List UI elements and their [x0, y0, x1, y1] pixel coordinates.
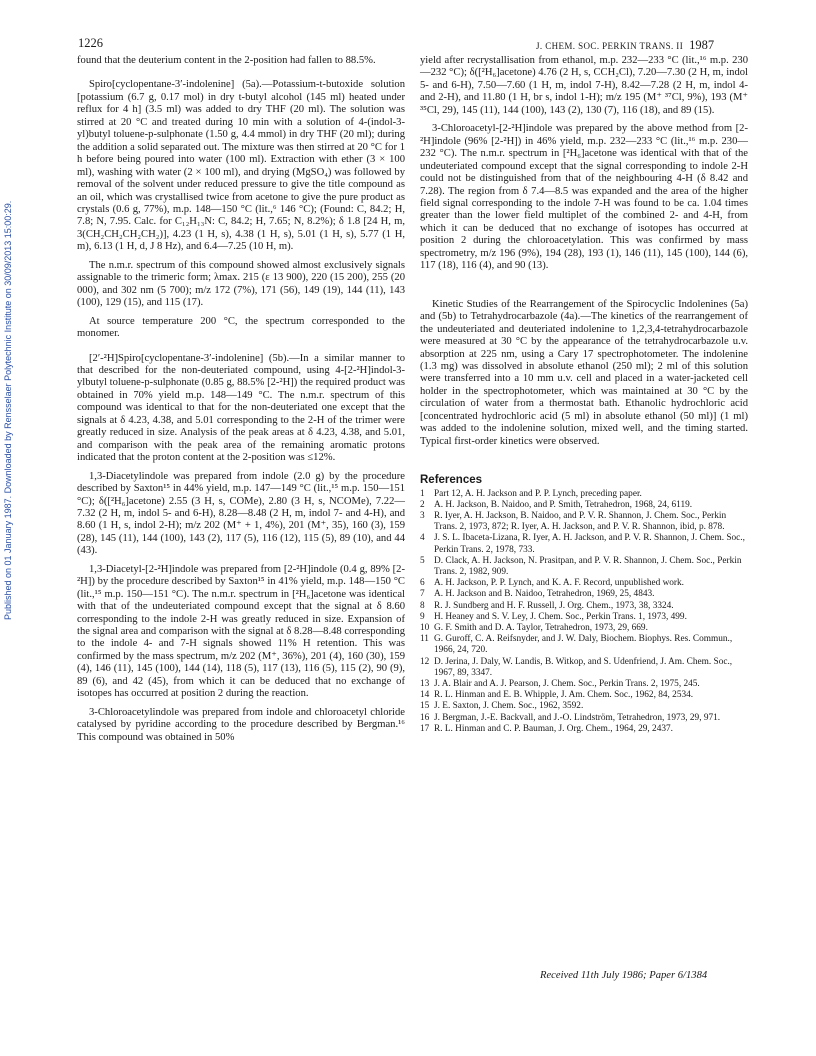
reference-number: 13 [420, 679, 430, 690]
reference-number: 10 [420, 623, 430, 634]
body-paragraph: 3-Chloroacetyl-[2-²H]indole was prepared by the above method from [2-²H]indole (96% [2-²H]) in 46% yield, m.p. 232—233 °C (lit.,¹⁶ m.p. 230—232 °C). The n.m.r. spectrum in [²H₆]acetone was identical with that of the undeuteriated compound except that the signal corresponding to indole 2-H could not be distinguished from that of the neighbouring 4-H (δ 8.42 and 7.28). The region from δ 7.4—8.5 was expanded and the area of the higher field signal corresponding to the indole 7-H was found to be ca. 1.04 times greater than the lower field multiplet of the combined 2- and 4-H, from which it can be deduced that no exchange of isotopes has occurred at position 2 during the chloroacetylation. This was confirmed by mass spectrometry, m/z 196 (9%), 194 (28), 193 (1), 146 (11), 145 (100), 144 (6), 117 (18), 116 (4), and 90 (13). [420, 123, 748, 272]
reference-item [420, 690, 748, 701]
reference-text: J. E. Saxton, J. Chem. Soc., 1962, 3592. [434, 701, 584, 712]
reference-item [420, 713, 748, 724]
reference-number: 2 [420, 499, 425, 510]
journal-name: J. CHEM. SOC. PERKIN TRANS. II [536, 41, 684, 51]
reference-text: D. Clack, A. H. Jackson, N. Prasitpan, and P. V. R. Shannon, J. Chem. Soc., Perkin Trans. 2, 1982, 909. [434, 555, 742, 578]
reference-item [420, 556, 748, 578]
reference-number: 1 [420, 488, 425, 499]
body-paragraph: 1,3-Diacetylindole was prepared from indole (2.0 g) by the procedure described by Saxton¹⁵ in 44% yield, m.p. 147—149 °C (lit.,¹⁵ m.p. 150—151 °C); δ([²H₆]acetone) 2.55 (3 H, s, COMe), 2.80 (3 H, s, NCOMe), 7.22—7.32 (2 H, m, indol 5- and 6-H), 8.28—8.48 (2 H, m, indol 7- and 4-H), and 8.60 (1 H, s, indol 2-H); m/z 202 (M⁺ + 1, 4%), 201 (M⁺, 35), 160 (3), 159 (28), 145 (11), 144 (100), 143 (2), 117 (5), 116 (12), 115 (5), 89 (10), and 44 (43). [77, 470, 405, 557]
reference-text: J. A. Blair and A. J. Pearson, J. Chem. Soc., Perkin Trans. 2, 1975, 245. [434, 679, 700, 690]
journal-header [536, 38, 714, 53]
journal-year: 1987 [689, 38, 715, 52]
body-paragraph: The n.m.r. spectrum of this compound showed almost exclusively signals assignable to the trimeric form; λmax. 215 (ε 13 900), 220 (15 200), 255 (20 000), and 302 nm (5 700); m/z 172 (7%), 171 (56), 149 (19), 144 (11), 143 (100), 129 (15), and 115 (17). [77, 259, 405, 309]
reference-text: J. S. L. Ibaceta-Lizana, R. Iyer, A. H. Jackson, and P. V. R. Shannon, J. Chem. Soc., Perkin Trans. 2, 1978, 733. [434, 533, 745, 555]
reference-number: 11 [420, 634, 429, 645]
reference-text: A. H. Jackson, P. P. Lynch, and K. A. F. Record, unpublished work. [434, 578, 685, 589]
references-section [420, 474, 748, 735]
reference-text: R. J. Sundberg and H. F. Russell, J. Org. Chem., 1973, 38, 3324. [434, 600, 674, 611]
references-heading: References [420, 474, 483, 487]
reference-text: R. L. Hinman and C. P. Bauman, J. Org. Chem., 1964, 29, 2437. [434, 723, 673, 734]
reference-number: 8 [420, 600, 425, 611]
reference-item [420, 511, 748, 533]
reference-number: 9 [420, 611, 425, 622]
reference-item [420, 724, 748, 735]
received-date: Received 11th July 1986; Paper 6/1384 [540, 970, 708, 981]
reference-item [420, 634, 748, 656]
right-column [420, 55, 748, 735]
reference-text: R. L. Hinman and E. B. Whipple, J. Am. Chem. Soc., 1962, 84, 2534. [434, 690, 694, 701]
body-paragraph: 1,3-Diacetyl-[2-²H]indole was prepared from [2-²H]indole (0.4 g, 89% [2-²H]) by the procedure described by Saxton¹⁵ in 41% yield, m.p. 148—150 °C (lit.,¹⁵ m.p. 150—151 °C). The n.m.r. spectrum in [²H₆]acetone was identical with that of the undeuteriated compound except that the signal at δ 8.60 corresponding to the indole 2-H was greatly reduced in size. Expansion of the signal area and comparison with the signal at δ 8.28—8.48 corresponding to the indole 4- and 7-H signals showed 11% H retention. This was confirmed by the mass spectrum, m/z 202 (M⁺, 36%), 201 (4), 160 (30), 159 (4), 146 (11), 145 (100), 144 (14), 118 (5), 117 (13), 116 (5), 115 (2), 90 (9), 89 (6), and 42 (45), from which it can be deduced that no exchange of isotopes has occurred at position 2 during the reaction. [77, 563, 405, 700]
page-number: 1226 [78, 36, 103, 50]
reference-number: 6 [420, 578, 425, 589]
reference-item [420, 623, 748, 634]
reference-number: 4 [420, 533, 425, 544]
reference-number: 15 [420, 701, 430, 712]
body-paragraph: [2′-²H]Spiro[cyclopentane-3′-indolenine] (5b).—In a similar manner to that described for the non-deuteriated compound, using 4-[2-²H]indol-3-ylbutyl toluene-p-sulphonate (0.85 g, 88.5% [2-²H]) the required product was obtained in 70% yield m.p. 148—149 °C. The n.m.r. spectrum of this compound was identical to that for the non-deuteriated one except that the signals at δ 4.23, 4.38, and 5.01 corresponding to the 2-H of the trimer were greatly reduced in size. Analysis of the peak areas at δ 4.23, 4.38, and 5.01, and comparison with the peak area of the remaining aromatic protons indicated that the proton content at the 2-position was ≤12%. [77, 352, 405, 464]
body-paragraph: yield after recrystallisation from ethanol, m.p. 232—233 °C (lit.,¹⁶ m.p. 230—232 °C); δ([²H₆]acetone) 4.76 (2 H, s, CCH₂Cl), 7.20—7.30 (2 H, m, indol 5- and 6-H), 7.50—7.60 (1 H, m, indol 7-H), 8.42—7.28 (2 H, m, indol 4- and 2-H), and 11.80 (1 H, br s, indol 1-H); m/z 195 (M⁺ ³⁷Cl, 9%), 193 (M⁺ ³⁵Cl, 29), 145 (11), 144 (100), 143 (2), 130 (7), 116 (18), and 89 (15). [420, 55, 748, 116]
reference-item [420, 489, 748, 500]
left-column [77, 55, 405, 750]
references-list [420, 489, 748, 735]
reference-item [420, 578, 748, 589]
body-paragraph: found that the deuterium content in the 2-position had fallen to 88.5%. [77, 55, 376, 66]
reference-text: J. Bergman, J.-E. Backvall, and J.-O. Lindström, Tetrahedron, 1973, 29, 971. [434, 712, 721, 723]
download-watermark: Published on 01 January 1987. Downloaded by Rensselaer Polytechnic Institute on 30/09/2013 15:00:29. [3, 200, 13, 620]
reference-number: 7 [420, 589, 425, 600]
body-paragraph: Kinetic Studies of the Rearrangement of the Spirocyclic Indolenines (5a) and (5b) to Tetrahydrocarbazole (4a).—The kinetics of the rearrangement of the undeuteriated and deuteriated indolenine to 1,2,3,4-tetrahydrocarbazole were measured at 30 °C by the appearance of the tetrahydrocarbazole u.v. absorption at 225 nm, using a Cary 17 spectrophotometer. The indolenine (1.3 mg) was dissolved in absolute ethanol (250 ml); 2 ml of this solution were transferred into a 10 mm u.v. cell and placed in a water-jacketed cell holder in the spectrophotometer, which was maintained at 30 °C by the circulation of water from a thermostat bath. Ethanolic hydrochloric acid [concentrated hydrochloric acid (5 ml) in absolute ethanol (50 ml)] (1 ml) was added to the indolenine solution, mixed well, and the timing started. Typical first-order kinetics were observed. [420, 298, 748, 447]
reference-text: Part 12, A. H. Jackson and P. P. Lynch, preceding paper. [434, 488, 642, 499]
reference-number: 14 [420, 690, 430, 701]
reference-item [420, 701, 748, 712]
reference-number: 5 [420, 555, 425, 566]
reference-text: G. Guroff, C. A. Reifsnyder, and J. W. Daly, Biochem. Biophys. Res. Commun., 1966, 24, 720. [434, 634, 733, 656]
body-paragraph: At source temperature 200 °C, the spectrum corresponded to the monomer. [77, 315, 405, 340]
reference-text: G. F. Smith and D. A. Taylor, Tetrahedron, 1973, 29, 669. [434, 623, 648, 634]
reference-text: A. H. Jackson and B. Naidoo, Tetrahedron, 1969, 25, 4843. [434, 589, 655, 600]
reference-text: D. Jerina, J. Daly, W. Landis, B. Witkop, and S. Udenfriend, J. Am. Chem. Soc., 1967, 89, 3347. [434, 656, 733, 678]
body-paragraph: Spiro[cyclopentane-3′-indolenine] (5a).—Potassium-t-butoxide solution [potassium (6.7 g, 0.17 mol) in dry t-butyl alcohol (145 ml) heated under reflux for 4 h] (3.5 ml) was added to dry THF (20 ml). The solution was stirred at 20 °C and treated during 10 min with a solution of 4-(indol-3-yl)butyl toluene-p-sulphonate (1.50 g, 4.4 mmol) in dry THF (20 ml); during the addition a solid separated out. The mixture was then stirred at 20 °C for 1 h before being poured into water (100 ml). Extraction with ether (3 × 100 ml), washing with water (2 × 100 ml), and drying (MgSO₄) was followed by removal of the solvent under reduced pressure to give the title compound as an oil, which was crystallised twice from acetone to give the pure product as crystals (0.6 g, 77%), m.p. 148—150 °C (lit.,⁶ 146 °C); (Found: C, 84.2; H, 7.8; N, 7.95. Calc. for C₁₂H₁₃N: C, 84.2; H, 7.65; N, 8.2%); δ 1.8 [24 H, m, 3(CH₂CH₂CH₂CH₂)], 4.23 (1 H, s), 4.38 (1 H, s), 5.01 (1 H, s), 5.77 (1 H, m), 6.13 (1 H, d, J 8 Hz), and 6.4—7.25 (10 H, m). [77, 79, 405, 253]
reference-item [420, 657, 748, 679]
reference-item [420, 679, 748, 690]
reference-number: 3 [420, 511, 425, 521]
reference-number: 17 [420, 723, 430, 734]
reference-item [420, 500, 748, 511]
reference-number: 16 [420, 712, 430, 723]
reference-text: R. Iyer, A. H. Jackson, B. Naidoo, and P. V. R. Shannon, J. Chem. Soc., Perkin Trans. 2, 1973, 872; R. Iyer, A. H. Jackson, and P. V. R. Shannon, ibid, p. 878. [434, 511, 727, 533]
reference-item [420, 533, 748, 555]
reference-text: A. H. Jackson, B. Naidoo, and P. Smith, Tetrahedron, 1968, 24, 6119. [434, 499, 693, 510]
reference-item [420, 589, 748, 600]
reference-text: H. Heaney and S. V. Ley, J. Chem. Soc., Perkin Trans. 1, 1973, 499. [434, 611, 687, 622]
reference-number: 12 [420, 656, 430, 667]
body-paragraph: 3-Chloroacetylindole was prepared from indole and chloroacetyl chloride catalysed by pyridine according to the procedure described by Bergman.¹⁶ This compound was obtained in 50% [77, 706, 405, 743]
reference-item [420, 601, 748, 612]
reference-item [420, 612, 748, 623]
